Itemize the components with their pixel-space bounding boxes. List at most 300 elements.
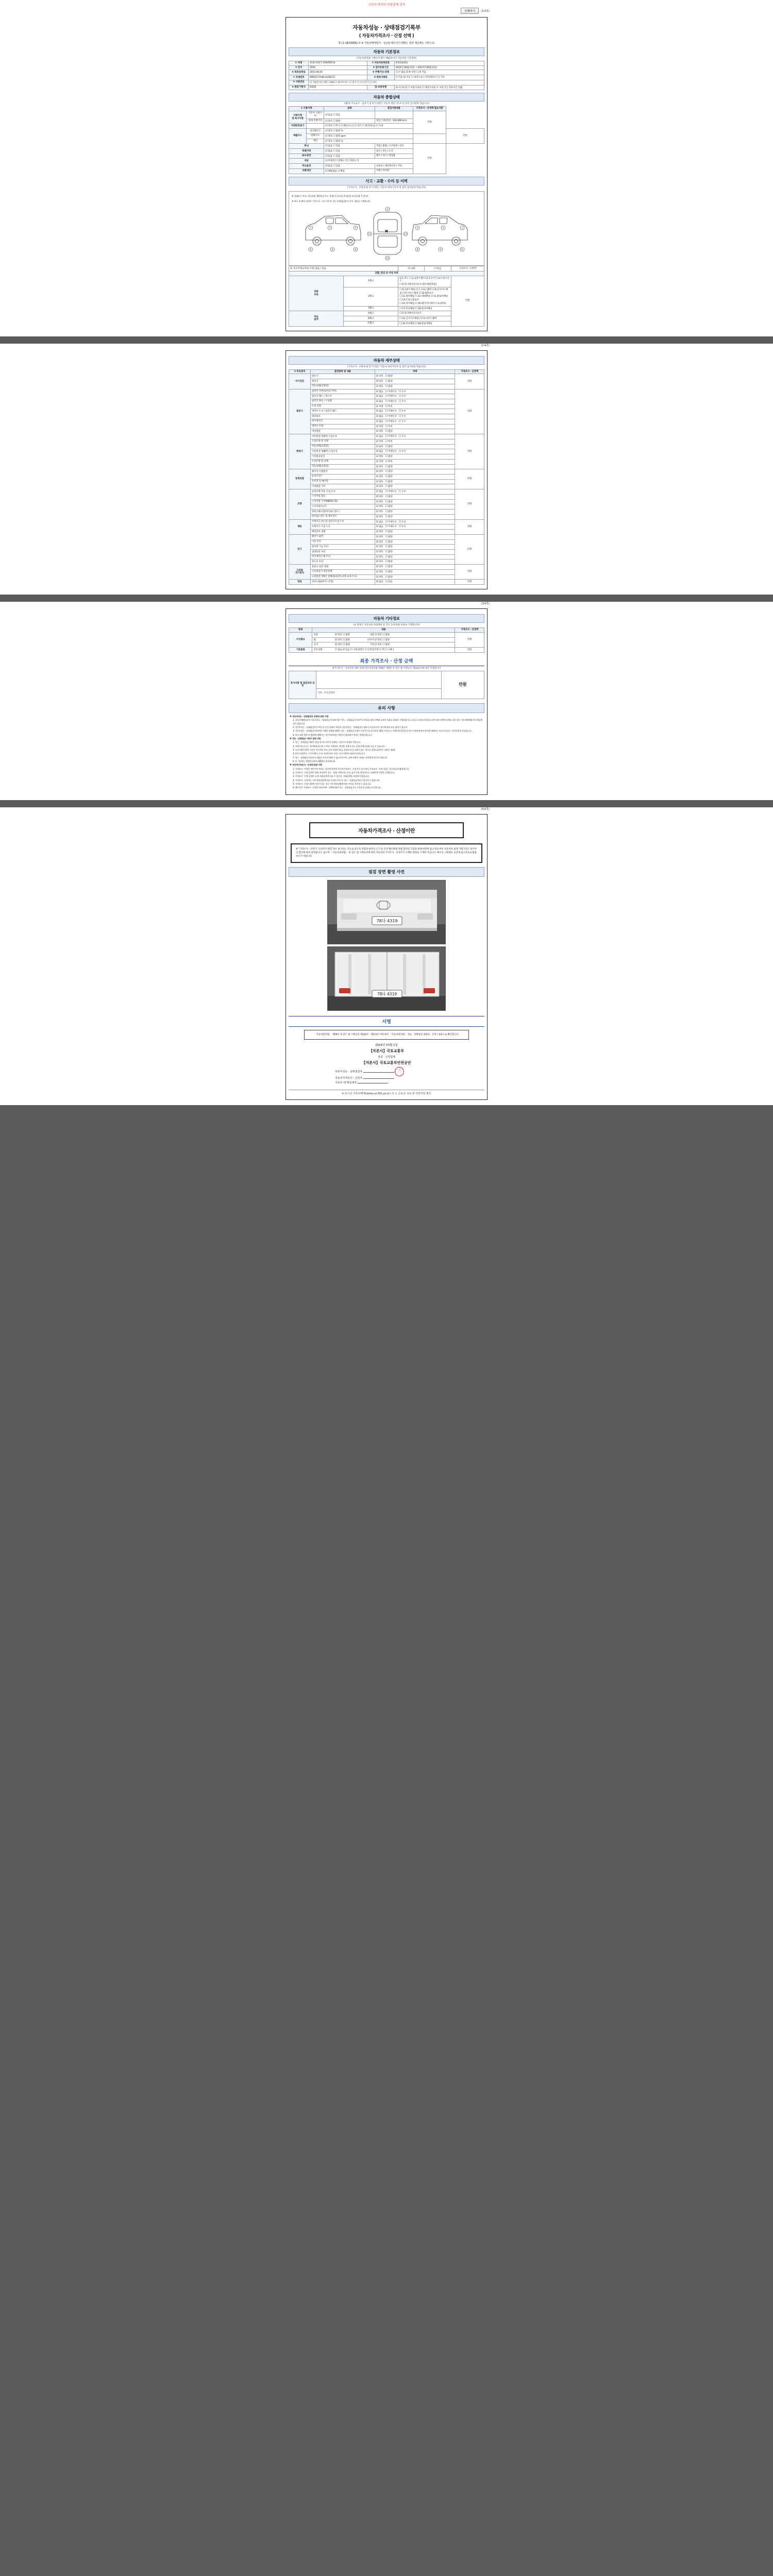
checkbox-4-5-1[interactable]: ☐ 불량	[385, 516, 393, 518]
print-row-2	[283, 344, 490, 348]
checkbox-hold-yes[interactable]: ☑ 있음	[343, 649, 350, 651]
notice-heading-2: ※ 자동차가격조사 · 산정에 관한 사항	[290, 764, 322, 767]
cell-label: ③ 연식	[289, 65, 309, 70]
checkbox-fuel-electric[interactable]: ☐ 전기	[349, 81, 357, 84]
checkbox-hold-none[interactable]: ☐ 없음	[335, 649, 342, 651]
price-cell: 만원	[413, 111, 446, 134]
checkbox-7-2-1[interactable]: ☐ 불량	[385, 576, 393, 579]
checkbox-6-4-1[interactable]: ☐ 불량	[385, 556, 393, 558]
checkbox-fuel-gasoline[interactable]: ☐ 가솔린	[310, 81, 319, 84]
table-row	[289, 459, 484, 464]
checkbox-1-5-1[interactable]: ☐ 미세누수	[385, 415, 397, 418]
checkbox-1-4-2[interactable]: ☐ 누수	[399, 410, 406, 413]
checkbox-0-2-0[interactable]: ☑ 양호	[376, 385, 383, 388]
checkbox-wheel-bad[interactable]: ☐ 불량	[343, 639, 350, 641]
svg-text:3: 3	[442, 226, 444, 229]
checkbox-part-8[interactable]: ☐ 8.인사이드패널	[399, 289, 448, 295]
signature-field-performance[interactable]	[363, 1072, 394, 1073]
checkbox-2-2-1[interactable]: ☐ 불량	[385, 446, 393, 448]
checkbox-0-2-1[interactable]: ☐ 불량	[385, 385, 393, 388]
checkbox-fuel-etc[interactable]: ☐ 기타	[369, 81, 376, 84]
page-separator	[0, 800, 773, 807]
checkbox-4-0-1[interactable]: ☐ 미세누유	[385, 490, 397, 493]
checkbox-option-none[interactable]: ☑ 없음	[325, 165, 332, 167]
checkbox-1-0-0[interactable]: ☑ 없음	[376, 391, 383, 393]
checkbox-1-0-1[interactable]: ☐ 미세누유	[385, 391, 397, 393]
checkbox-frame-c1[interactable]: ☐ 16.루프패널	[399, 323, 414, 325]
checkbox-odo-bad[interactable]: ☐ 불량	[333, 120, 340, 123]
checkbox-recall-none[interactable]: ☑ 해당없음	[325, 170, 337, 173]
checkbox-6-5-1[interactable]: ☐ 불량	[385, 561, 393, 563]
checkbox-odo-ok[interactable]: ☑ 양호	[325, 120, 332, 123]
checkbox-recall-yes[interactable]: ☐ 해당	[338, 170, 345, 173]
detail-item: 스티어링 펌프	[310, 494, 375, 499]
checkbox-part-14[interactable]: ☐ 14.트렁크플로어	[399, 299, 418, 301]
checkbox-5-2-1[interactable]: ☐ 불량	[385, 531, 393, 533]
checkbox-trans-manual[interactable]: ☑ 수동	[404, 76, 411, 79]
checkbox-part-9[interactable]: ☐ 9.사이드멤버	[402, 292, 418, 295]
detail-item: 커먼레일	[310, 429, 375, 434]
checkbox-3-0-1[interactable]: ☐ 불량	[385, 470, 393, 473]
photo-front	[327, 880, 446, 944]
table-row	[289, 266, 484, 272]
checkbox-trans-semi[interactable]: ☐ 세미오토	[411, 76, 423, 79]
checkbox-1-0-2[interactable]: ☐ 누유	[399, 391, 406, 393]
checkbox-6-2-1[interactable]: ☐ 불량	[385, 546, 393, 548]
notice-item-2-2: 3. 가격조사 · 산정 금액은 실제 거래금액과 다를 수 있으며, 거래금액을 보장하지 않습니다.	[293, 775, 369, 778]
checkbox-int-bad[interactable]: ☐ 불량	[382, 634, 390, 636]
checkbox-state-none[interactable]: ☑ 없음	[325, 114, 332, 116]
checkbox-tuning-none[interactable]: ☑ 없음	[325, 145, 332, 147]
checkbox-5-1-0[interactable]: ☑ 없음	[376, 526, 383, 528]
checkbox-frame-b2[interactable]: ☐ 13.사이드멤버	[419, 317, 436, 320]
basic-items-cell	[312, 648, 455, 653]
table-row	[289, 489, 484, 495]
checkbox-glass-bad[interactable]: ☐ 불량	[343, 643, 350, 646]
checkbox-tire-bad[interactable]: ☐ 불량	[382, 639, 390, 641]
detail-state	[375, 474, 455, 479]
detail-state	[375, 394, 455, 399]
col-header-3: 가격조사 · 산정액 필요사항	[413, 107, 446, 111]
signature-company-sub: 점검 · 산정업체	[378, 1056, 395, 1059]
checkbox-part-7[interactable]: ☐ 7.크로스멤버	[416, 289, 431, 291]
checkbox-warranty-insurance[interactable]: ☐ 보험사보증	[408, 87, 422, 89]
checkbox-4-3-1[interactable]: ☐ 불량	[385, 505, 393, 508]
table-row	[289, 429, 484, 434]
checkbox-2-3-0[interactable]: ☑ 없음	[376, 450, 383, 453]
detail-state	[375, 514, 455, 519]
checkbox-5-0-0[interactable]: ☑ 없음	[376, 521, 383, 523]
checkbox-fuel-diesel[interactable]: ☑ 디젤	[320, 81, 327, 84]
checkbox-2-3-2[interactable]: ☐ 누유	[399, 450, 406, 453]
svg-text:1: 1	[310, 226, 312, 229]
checkbox-4-1-0[interactable]: ☑ 양호	[376, 496, 383, 498]
checkbox-frame-c2[interactable]: ☐ 18.플로어패널	[415, 323, 432, 325]
checkbox-1-2-2[interactable]: ☐ 누유	[399, 400, 406, 403]
checkbox-part-18[interactable]: ☐ 18.품의서패널	[415, 308, 432, 310]
state-cell	[324, 139, 413, 144]
checkbox-co-ok[interactable]: ☑ 양호	[325, 130, 332, 132]
cell-label: ② 자동차등록번호	[367, 61, 394, 66]
checkbox-color-partial[interactable]: ☐ 부분도색	[347, 160, 359, 162]
cell-label: ① 차명	[289, 61, 309, 66]
checkbox-5-2-0[interactable]: ☑ 양호	[376, 531, 383, 533]
rank-label: C랭크	[344, 321, 398, 326]
checkbox-fuel-lpg[interactable]: ☐ LPG	[327, 81, 334, 84]
checkbox-3-1-0[interactable]: ☑ 양호	[376, 476, 383, 478]
checkbox-1-8-0[interactable]: ☑ 양호	[376, 430, 383, 433]
checkbox-0-0-1[interactable]: ☐ 불량	[385, 375, 393, 378]
checkbox-1-4-0[interactable]: ☑ 없음	[376, 410, 383, 413]
checkbox-6-1-0[interactable]: ☑ 양호	[376, 541, 383, 544]
checkbox-2-1-0[interactable]: ☑ 적정	[376, 440, 383, 443]
checkbox-4-2-1[interactable]: ☐ 불량	[385, 501, 393, 503]
checkbox-2-6-0[interactable]: ☑ 양호	[376, 466, 383, 468]
table-row	[289, 80, 484, 85]
accident-summary-table	[289, 266, 484, 326]
checkbox-6-1-1[interactable]: ☐ 불량	[385, 541, 393, 544]
checkbox-7-1-0[interactable]: ☑ 양호	[376, 571, 383, 573]
print-button[interactable]: 인쇄하기	[461, 8, 479, 14]
checkbox-warranty-maker[interactable]: ☐ 제작사보증	[422, 87, 436, 89]
rank-items	[398, 311, 451, 316]
detail-item: 변속기	[310, 379, 375, 384]
page-number-1: (1/4쪽)	[481, 9, 490, 13]
checkbox-tire-ok[interactable]: ☑ 양호	[375, 639, 382, 641]
table-row	[289, 61, 484, 66]
detail-group-8: 연료	[289, 580, 311, 585]
table-row	[289, 75, 484, 80]
checkbox-part-2[interactable]: ☐ 2.프론트펜더	[409, 277, 425, 280]
detail-group-7: 고전원 전기장치	[289, 565, 311, 580]
checkbox-1-6-2[interactable]: ☐ 누수	[399, 420, 406, 423]
checkbox-3-3-1[interactable]: ☐ 불량	[385, 485, 393, 488]
table-row	[289, 671, 484, 688]
checkbox-0-1-0[interactable]: ☑ 양호	[376, 380, 383, 383]
table-row	[289, 164, 484, 169]
checkbox-3-2-0[interactable]: ☑ 양호	[376, 481, 383, 483]
price-warn-title: 자동차가격조사 · 산정이란	[309, 822, 464, 838]
checkbox-1-3-1[interactable]: ☐ 부족	[385, 405, 393, 408]
checkbox-7-0-1[interactable]: ☐ 불량	[385, 566, 393, 568]
rear-plate-text: 78다 4319	[377, 991, 397, 996]
checkbox-6-0-1[interactable]: ☐ 불량	[385, 536, 393, 538]
detail-table	[289, 369, 484, 585]
checkbox-4-0-0[interactable]: ☑ 없음	[376, 490, 383, 493]
detail-state	[375, 464, 455, 469]
checkbox-2-0-2[interactable]: ☐ 누유	[399, 435, 406, 438]
detail-item: 기어변속장치	[310, 454, 375, 460]
checkbox-state-yes[interactable]: ☐ 있음	[333, 114, 340, 116]
checkbox-co-bad[interactable]: ☐ 불량	[333, 130, 340, 132]
checkbox-5-1-1[interactable]: ☐ 미세누유	[385, 526, 397, 528]
sheet-page-4	[283, 812, 490, 1105]
checkbox-0-1-1[interactable]: ☐ 불량	[385, 380, 393, 383]
page-number-2: (2/4쪽)	[481, 344, 490, 347]
checkbox-8-0-1[interactable]: ☐ 있음	[385, 581, 393, 583]
sub-label: 현재 주행거리	[307, 118, 324, 124]
svg-text:4: 4	[355, 226, 357, 229]
detail-state	[375, 384, 455, 389]
table-row	[289, 554, 484, 560]
sub-label: 매연	[307, 139, 324, 144]
table-row	[289, 565, 484, 570]
checkbox-part-12[interactable]: ☐ 12.대쉬패널	[415, 295, 430, 298]
table-row	[289, 499, 484, 504]
checkbox-6-4-0[interactable]: ☑ 양호	[376, 556, 383, 558]
checkbox-part-4[interactable]: ☐ 4.트렁크리드	[399, 277, 449, 283]
checkbox-frame-b1[interactable]: ☐ 12.인사이드패널	[399, 317, 418, 320]
checkbox-1-5-0[interactable]: ☑ 없음	[376, 415, 383, 418]
checkbox-2-0-1[interactable]: ☐ 미세누유	[385, 435, 397, 438]
signature-field-price[interactable]	[363, 1078, 394, 1079]
checkbox-frame-a1[interactable]: ☐ 5.라디에이터서포트	[399, 312, 422, 315]
table-row	[289, 494, 484, 499]
checkbox-part-1[interactable]: ☑ 1.후드	[399, 277, 409, 280]
legend-line-2: ※ 최초 및 해당 상태가 기준으로, 기타 자동차 성능·상태점검부의 주요 내용을 기재합니다.	[292, 199, 371, 202]
checkbox-fuel-hydrogen[interactable]: ☐ 수소전기	[357, 81, 368, 84]
doc-box-2	[285, 350, 488, 590]
detail-item: 고전원전기배선 상태(접속단자,피복,보호기구)	[310, 574, 375, 580]
checkbox-mileage-normal[interactable]: ☑ ⑧ 보통	[406, 71, 416, 74]
cell-label: ④ 검사유효기간	[367, 65, 394, 70]
checkbox-6-2-0[interactable]: ☑ 양호	[376, 546, 383, 548]
checkbox-vin-forged[interactable]: ☐ 변조(의심)	[362, 125, 375, 127]
table-row	[289, 394, 484, 399]
checkbox-ext-bad[interactable]: ☐ 불량	[343, 634, 350, 636]
checkbox-smoke-bad[interactable]: ☐ 불량	[333, 140, 340, 143]
checkbox-color-original[interactable]: ☑ 무채색	[325, 160, 334, 162]
checkbox-2-1-1[interactable]: ☐ 부족	[385, 440, 393, 443]
checkbox-vin-diff[interactable]: ☐ 상이	[355, 125, 362, 127]
row-label-usechange: 용도변경	[289, 154, 324, 159]
checkbox-1-8-1[interactable]: ☐ 불량	[385, 430, 393, 433]
checkbox-0-0-0[interactable]: ☑ 양호	[376, 375, 383, 378]
detail-state	[375, 530, 455, 535]
checkbox-part-15[interactable]: ☐ 15.리어패널	[399, 302, 414, 305]
checkbox-wheel-ok[interactable]: ☑ 양호	[335, 639, 342, 641]
checkbox-part-A[interactable]: ☐ A.(쿼터)	[435, 302, 446, 305]
rank-items	[398, 321, 451, 326]
section-basic-sub: (자동차관리법 시행규칙 별지 제82호서식 자동차의 기본정보)	[356, 57, 417, 60]
checkbox-2-0-0[interactable]: ☑ 없음	[376, 435, 383, 438]
cell-label: ⑪ 보증유형	[367, 85, 394, 90]
checkbox-mileage-low[interactable]: ☐ ⑨ 적음	[416, 71, 426, 74]
detail-state	[375, 404, 455, 409]
checkbox-4-4-0[interactable]: ☑ 양호	[376, 511, 383, 513]
notice-item-0-3: 4. 보증 대상 항목 및 범위에 대해서는 자동차관리법 시행규칙 별표에서 정하는 바에 따릅니다.	[293, 733, 373, 736]
checkbox-part-6[interactable]: ☐ 6.프론트패널	[399, 289, 415, 291]
checkbox-glass-ok[interactable]: ☑ 양호	[335, 643, 342, 646]
checkbox-special-yes[interactable]: ☐ 있음	[333, 150, 340, 152]
checkbox-mileage-high[interactable]: ☐ ⑦ 많음	[396, 71, 406, 74]
checkbox-special-none[interactable]: ☑ 없음	[325, 150, 332, 152]
checkbox-1-1-0[interactable]: ☑ 없음	[376, 395, 383, 398]
checkbox-3-1-1[interactable]: ☐ 불량	[385, 476, 393, 478]
checkbox-use-none[interactable]: ☑ 없음	[325, 155, 332, 158]
car-diagram	[301, 204, 472, 263]
checkbox-part-11[interactable]: ☐ 11.필러패널	[399, 295, 414, 298]
detail-group-0: 자기진단	[289, 374, 311, 389]
table-row	[289, 580, 484, 585]
checkbox-etc-bad[interactable]: ☐ 불량	[382, 643, 390, 646]
checkbox-1-7-1[interactable]: ☐ 부족	[385, 426, 393, 428]
checkbox-4-3-0[interactable]: ☑ 양호	[376, 505, 383, 508]
checkbox-etc-ok[interactable]: ☑ 양호	[375, 643, 382, 646]
checkbox-2-5-0[interactable]: ☑ 적정	[376, 461, 383, 463]
detail-item: 오일유량 및 상태	[310, 459, 375, 464]
detail-state	[375, 554, 455, 560]
checkbox-4-5-0[interactable]: ☑ 양호	[376, 516, 383, 518]
checkbox-part-16[interactable]: ☐ 16.패키지트레이	[415, 302, 434, 305]
col-header-3: 가격조사 · 산정액	[455, 369, 484, 374]
svg-text:3: 3	[329, 226, 331, 229]
price-warn-body: ※ "가격조사 · 산정"은 소비자가 원할 경우 실시되는 것으로 중고차 적합성 판단의 근거 및 안전 확인방법 차량 합격의 기준을 통해 판단한 참고자료이며, 자동차의 실제 거래가격은 당사자간 합의에 따라 결정됩니다. 없으며 「자동차관리법」 및 같은 법 시행규칙에 따라 자동차의 가격조사 · 산정자가 수행한 결과를 기재한 것입니다. 매수인 구매정보 공간에 참고자료로 활용하시기 바랍니다.	[291, 843, 482, 863]
notice-heading-1: ※ 성능 · 상태점검 기록부 관련 사항	[290, 737, 321, 740]
checkbox-smoke-ok[interactable]: ☑ 양호	[325, 140, 332, 143]
table-row	[289, 434, 484, 439]
checkbox-1-2-1[interactable]: ☐ 미세누유	[385, 400, 397, 403]
checkbox-vin-erased[interactable]: ☐ 도말	[376, 125, 383, 127]
checkbox-trans-etc[interactable]: ☐ 기타	[438, 76, 445, 79]
checkbox-jack[interactable]: ☐ 잭	[379, 649, 384, 651]
checkbox-1-2-0[interactable]: ☑ 없음	[376, 400, 383, 403]
notice-item-0-0: 1. 자동차매매업자가 자동차성능 · 상태점검기록부(이하 "성능 · 상태점검기록부"라 한다)를 매수인에게 교부한 내용을 허위로 기재하였거나 고의로 고지하지 않음으로써 매수인에게 손해를 입힌 경우 자동차매매업자의 배상책임이 있습니다.	[293, 719, 482, 725]
detail-item: 작동상태(공회전)	[310, 464, 375, 469]
checkbox-1-5-2[interactable]: ☐ 누수	[399, 415, 406, 418]
checkbox-warranty-self[interactable]: ☑ 자가보증	[396, 87, 407, 89]
checkbox-6-3-0[interactable]: ☑ 양호	[376, 551, 383, 553]
item-name: 보유상태	[313, 649, 323, 652]
table-row	[289, 111, 484, 118]
checkbox-5-0-2[interactable]: ☐ 누유	[399, 521, 406, 523]
checkbox-4-2-0[interactable]: ☑ 양호	[376, 501, 383, 503]
checkbox-6-0-0[interactable]: ☑ 양호	[376, 536, 383, 538]
checkbox-trans-auto[interactable]: ☐ 자동	[396, 76, 403, 79]
checkbox-5-0-1[interactable]: ☐ 미세누유	[385, 521, 397, 523]
checkbox-2-2-0[interactable]: ☑ 양호	[376, 446, 383, 448]
checkbox-option-yes[interactable]: ☐ 있음	[333, 165, 340, 167]
checkbox-7-0-0[interactable]: ☑ 양호	[376, 566, 383, 568]
checkbox-1-3-0[interactable]: ☑ 적정	[376, 405, 383, 408]
checkbox-fuel-hybrid[interactable]: ☐ 하이브리드	[335, 81, 349, 84]
checkbox-vin-damage[interactable]: ☐ 훼손(오손)	[341, 125, 354, 127]
checkbox-part-13[interactable]: ☐ 13.플로어패널	[431, 295, 448, 298]
detail-item: 타이로드엔드 및 볼조인트	[310, 514, 375, 519]
checkbox-exchange[interactable]: ☑ 교환	[408, 267, 415, 270]
item-name: 외장	[313, 633, 318, 636]
detail-state	[375, 519, 455, 524]
checkbox-hc-bad[interactable]: ☐ 불량	[333, 135, 340, 138]
mileage-value: 점검 기준(단위 : 162,696 km)	[375, 118, 413, 124]
checkbox-manual[interactable]: ☐ 사용설명서	[350, 649, 364, 651]
table-row	[289, 65, 484, 70]
other-info-table	[289, 628, 484, 653]
checkbox-2-4-0[interactable]: ☑ 양호	[376, 455, 383, 458]
checkbox-1-1-2[interactable]: ☐ 누유	[399, 395, 406, 398]
detail-state	[375, 524, 455, 530]
table-row	[289, 409, 484, 414]
checkbox-1-1-1[interactable]: ☐ 미세누유	[385, 395, 397, 398]
checkbox-6-3-1[interactable]: ☐ 불량	[385, 551, 393, 553]
checkbox-3-3-0[interactable]: ☑ 양호	[376, 485, 383, 488]
cell-value: 2016	[308, 65, 367, 70]
checkbox-3-2-1[interactable]: ☐ 불량	[385, 481, 393, 483]
checkbox-hc-ok[interactable]: ☑ 양호	[325, 135, 332, 138]
page-number-3: (3/4쪽)	[481, 602, 490, 606]
checkbox-1-6-0[interactable]: ☑ 없음	[376, 420, 383, 423]
checkbox-spanner[interactable]: ☐ 스패너	[384, 649, 394, 651]
cell-label: ⑩ 원동기형식	[289, 85, 309, 90]
checkbox-vin-corrosion[interactable]: ☐ 부식	[333, 125, 340, 127]
note-cell: 침수 / 전손 / 도난	[375, 149, 413, 154]
detail-item: 와이퍼 기능 모터	[310, 545, 375, 550]
detail-price: 만원	[455, 389, 484, 434]
checkbox-triangle[interactable]: ☐ 안전삼각대	[365, 649, 379, 651]
col-header-2: 상태	[375, 369, 455, 374]
price-note: ※가격조사 · 산정자에 대한 설명(자동차관리법 제58조 제4항 및 같은 법 시행규칙 제120조)에 따라 작성합니다	[332, 667, 441, 670]
checkbox-part-5[interactable]: ☐ 5.라디에이터서포트(볼트체결부품)	[399, 283, 436, 286]
table-row	[289, 632, 484, 637]
checkbox-7-1-1[interactable]: ☐ 불량	[385, 571, 393, 573]
checkbox-int-ok[interactable]: ☑ 양호	[375, 634, 382, 636]
table-row	[289, 70, 484, 75]
checkbox-3-0-0[interactable]: ☑ 양호	[376, 470, 383, 473]
page-separator	[0, 336, 773, 344]
checkbox-panel[interactable]: ☐ 판금	[434, 267, 442, 270]
detail-item: 작동상태(공회전)	[310, 444, 375, 449]
section-detail-sub: (가격조사 · 산정에 필 복기사항은 자동차 정비기록부 및 실측 검사항목 학습니다)	[347, 365, 426, 368]
checkbox-4-0-2[interactable]: ☐ 누유	[399, 490, 406, 493]
notice-item-1-3: 4. 단순수리(후드, 프론트펜더, 도어, 트렁크리드 등)는 사고이력에 포함되지 않습니다.	[293, 752, 365, 755]
checkbox-part-3[interactable]: ☑ 3.도어	[426, 277, 435, 280]
checkbox-part-17[interactable]: ☐ 17.루프패널	[399, 308, 414, 310]
checkbox-vin-ok[interactable]: ☑ 양호	[325, 125, 332, 127]
checkbox-7-2-0[interactable]: ☑ 양호	[376, 576, 383, 579]
checkbox-8-0-0[interactable]: ☑ 없음	[376, 581, 383, 583]
checkbox-4-4-1[interactable]: ☐ 불량	[385, 511, 393, 513]
signature-date: 2024년 03월 1일	[375, 1044, 398, 1047]
checkbox-4-1-1[interactable]: ☐ 불량	[385, 496, 393, 498]
checkbox-ext-ok[interactable]: ☑ 양호	[335, 634, 342, 636]
notice-item-0-2: 3. 자동차성능 · 상태점검기록부에 기재된 사항에 대해서 성능 · 상태점검 사항이 자동차 인도일로부터 30일 이내 또는 주행거리 2천킬로미터 이내에 발견된 하자에 대해서는 보증수리 또는 수리비용을 보상합니다.	[293, 730, 472, 733]
checkbox-2-4-1[interactable]: ☐ 불량	[385, 455, 393, 458]
notice-item-1-1: 2. 주행거리 표시는 계기판에 표시된 수치를 기재하며, 계기판 교체 등으로 실제 주행거리와 다를 수 있습니다.	[293, 744, 385, 748]
checkbox-2-3-1[interactable]: ☐ 미세누유	[385, 450, 397, 453]
detail-item: 오일 유량	[310, 404, 375, 409]
state-cell	[324, 124, 413, 129]
checkbox-tuning-yes[interactable]: ☐ 있음	[333, 145, 340, 147]
checkbox-2-5-1[interactable]: ☐ 부족	[385, 461, 393, 463]
detail-state	[375, 414, 455, 419]
detail-item: 발전기 출력	[310, 534, 375, 539]
checkbox-1-4-1[interactable]: ☐ 미세누수	[385, 410, 397, 413]
section-other-title: 자동차 기타정보	[289, 614, 484, 623]
checkbox-use-yes[interactable]: ☐ 있음	[333, 155, 340, 158]
table-row	[289, 389, 484, 394]
state-cell	[324, 168, 375, 174]
checkbox-1-6-1[interactable]: ☐ 미세누수	[385, 420, 397, 423]
checkbox-5-1-2[interactable]: ☐ 누유	[399, 526, 406, 528]
table-row	[289, 276, 484, 287]
checkbox-part-10[interactable]: ☐ 10.휠하우스	[418, 292, 433, 295]
checkbox-6-5-0[interactable]: ☑ 양호	[376, 561, 383, 563]
note-cell	[375, 111, 413, 118]
checkbox-trans-cvt[interactable]: ☐ 무단변속기	[423, 76, 437, 79]
checkbox-1-7-0[interactable]: ☑ 적정	[376, 426, 383, 428]
checkbox-color-full[interactable]: ☐ 전체도색	[335, 160, 347, 162]
checkbox-2-6-1[interactable]: ☐ 불량	[385, 466, 393, 468]
